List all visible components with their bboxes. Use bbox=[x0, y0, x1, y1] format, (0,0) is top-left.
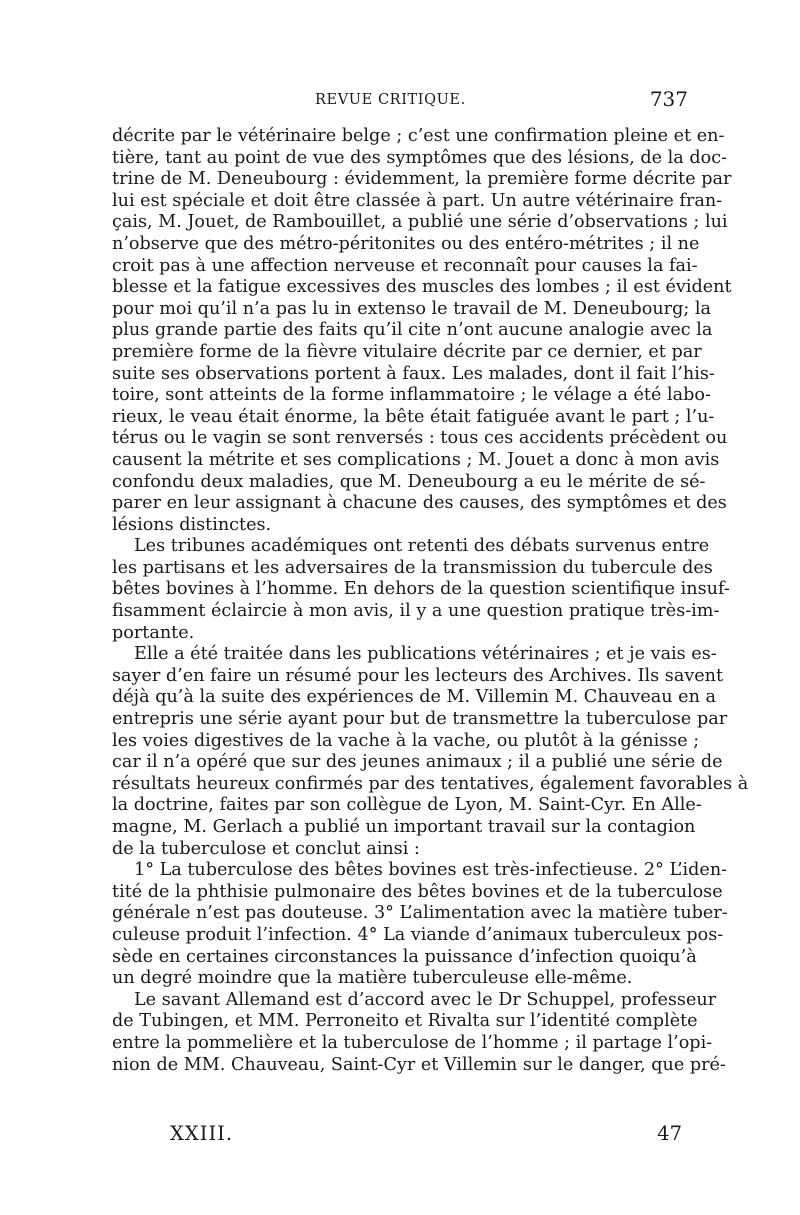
text-line: térus ou le vagin se sont renversés : tous ces accidents précèdent ou bbox=[112, 428, 728, 449]
text-line: bêtes bovines à l’homme. En dehors de la question scientifique insuf- bbox=[112, 579, 730, 600]
text-line: tité de la phthisie pulmonaire des bêtes bovines et de la tuberculose bbox=[112, 881, 723, 902]
text-line: première forme de la fièvre vitulaire décrite par ce dernier, et par bbox=[112, 341, 702, 362]
text-line: rieux, le veau était énorme, la bête était fatiguée avant le part ; l’u- bbox=[112, 406, 715, 427]
text-line: culeuse produit l’infection. 4° La viande d’animaux tuberculeux pos- bbox=[112, 924, 724, 945]
text-line: causent la métrite et ses complications ; M. Jouet a donc à mon avis bbox=[112, 449, 720, 470]
page-number: 737 bbox=[649, 87, 688, 111]
text-line: lui est spéciale et doit être classée à part. Un autre vétérinaire fran- bbox=[112, 190, 723, 211]
text-line: lésions distinctes. bbox=[112, 514, 272, 535]
text-line: Les tribunes académiques ont retenti des débats survenus entre bbox=[134, 536, 710, 557]
text-line: entre la pommelière et la tuberculose de l’homme ; il partage l’opi- bbox=[112, 1032, 713, 1053]
text-line: suite ses observations portent à faux. Les malades, dont il fait l’his- bbox=[112, 363, 715, 384]
text-line: çais, M. Jouet, de Rambouillet, a publié une série d’observations ; lui bbox=[112, 212, 728, 233]
running-head: REVUE CRITIQUE. bbox=[315, 92, 466, 108]
text-line: croit pas à une affection nerveuse et reconnaît pour causes la fai- bbox=[112, 255, 698, 276]
text-line: Le savant Allemand est d’accord avec le Dr Schuppel, professeur bbox=[134, 989, 717, 1010]
text-line: sayer d’en faire un résumé pour les lecteurs des Archives. Ils savent bbox=[112, 665, 724, 686]
text-line: déjà qu’à la suite des expériences de M. Villemin M. Chauveau en a bbox=[112, 687, 717, 708]
text-line: tière, tant au point de vue des symptômes que des lésions, de la doc- bbox=[112, 147, 728, 168]
text-line: Elle a été traitée dans les publications vétérinaires ; et je vais es- bbox=[134, 644, 717, 665]
signature-mark: XXIII. bbox=[170, 1122, 234, 1145]
text-line: les voies digestives de la vache à la vache, ou plutôt à la génisse ; bbox=[112, 730, 700, 751]
text-line: un degré moindre que la matière tuberculeuse elle-même. bbox=[112, 968, 633, 989]
text-line: de la tuberculose et conclut ainsi : bbox=[112, 838, 420, 859]
text-line: 1° La tuberculose des bêtes bovines est très-infectieuse. 2° L’iden- bbox=[134, 860, 728, 881]
text-line: de Tubingen, et MM. Perroneito et Rivalta sur l’identité complète bbox=[112, 1011, 698, 1032]
page-header bbox=[112, 87, 688, 116]
text-line: trine de M. Deneubourg : évidemment, la première forme décrite par bbox=[112, 169, 732, 190]
text-line: sède en certaines circonstances la puissance d’infection quoiqu’à bbox=[112, 946, 697, 967]
body-text bbox=[112, 126, 749, 1076]
text-line: toire, sont atteints de la forme inflammatoire ; le vélage a été labo- bbox=[112, 385, 711, 406]
text-line: nion de MM. Chauveau, Saint-Cyr et Villemin sur le danger, que pré- bbox=[112, 1054, 726, 1075]
text-line: n’observe que des métro-péritonites ou des entéro-métrites ; il ne bbox=[112, 233, 700, 254]
sheet-number: 47 bbox=[657, 1122, 682, 1145]
text-line: magne, M. Gerlach a publié un important travail sur la contagion bbox=[112, 817, 696, 837]
text-line: blesse et la fatigue excessives des muscles des lombes ; il est évident bbox=[112, 277, 732, 298]
text-line: les partisans et les adversaires de la transmission du tubercule des bbox=[112, 557, 713, 578]
text-line: parer en leur assignant à chacune des causes, des symptômes et des bbox=[112, 493, 727, 514]
text-line: pour moi qu’il n’a pas lu in extenso le travail de M. Deneubourg; la bbox=[112, 298, 711, 319]
text-line: générale n’est pas douteuse. 3° L’alimentation avec la matière tuber- bbox=[112, 903, 728, 924]
text-line: confondu deux maladies, que M. Deneubourg a eu le mérite de sé- bbox=[112, 471, 706, 492]
text-line: résultats heureux confirmés par des tentatives, également favorables à bbox=[112, 773, 749, 794]
text-line: entrepris une série ayant pour but de transmettre la tuberculose par bbox=[112, 709, 728, 730]
text-line: car il n’a opéré que sur des jeunes animaux ; il a publié une série de bbox=[112, 752, 723, 773]
text-line: la doctrine, faites par son collègue de Lyon, M. Saint-Cyr. En Alle- bbox=[112, 795, 702, 816]
text-line: décrite par le vétérinaire belge ; c’est une confirmation pleine et en- bbox=[112, 126, 725, 146]
text-line: fisamment éclaircie à mon avis, il y a une question pratique très-im- bbox=[112, 601, 720, 622]
text-line: portante. bbox=[112, 622, 195, 643]
text-line: plus grande partie des faits qu’il cite n’ont aucune analogie avec la bbox=[112, 320, 713, 341]
page-footer bbox=[112, 1122, 688, 1152]
